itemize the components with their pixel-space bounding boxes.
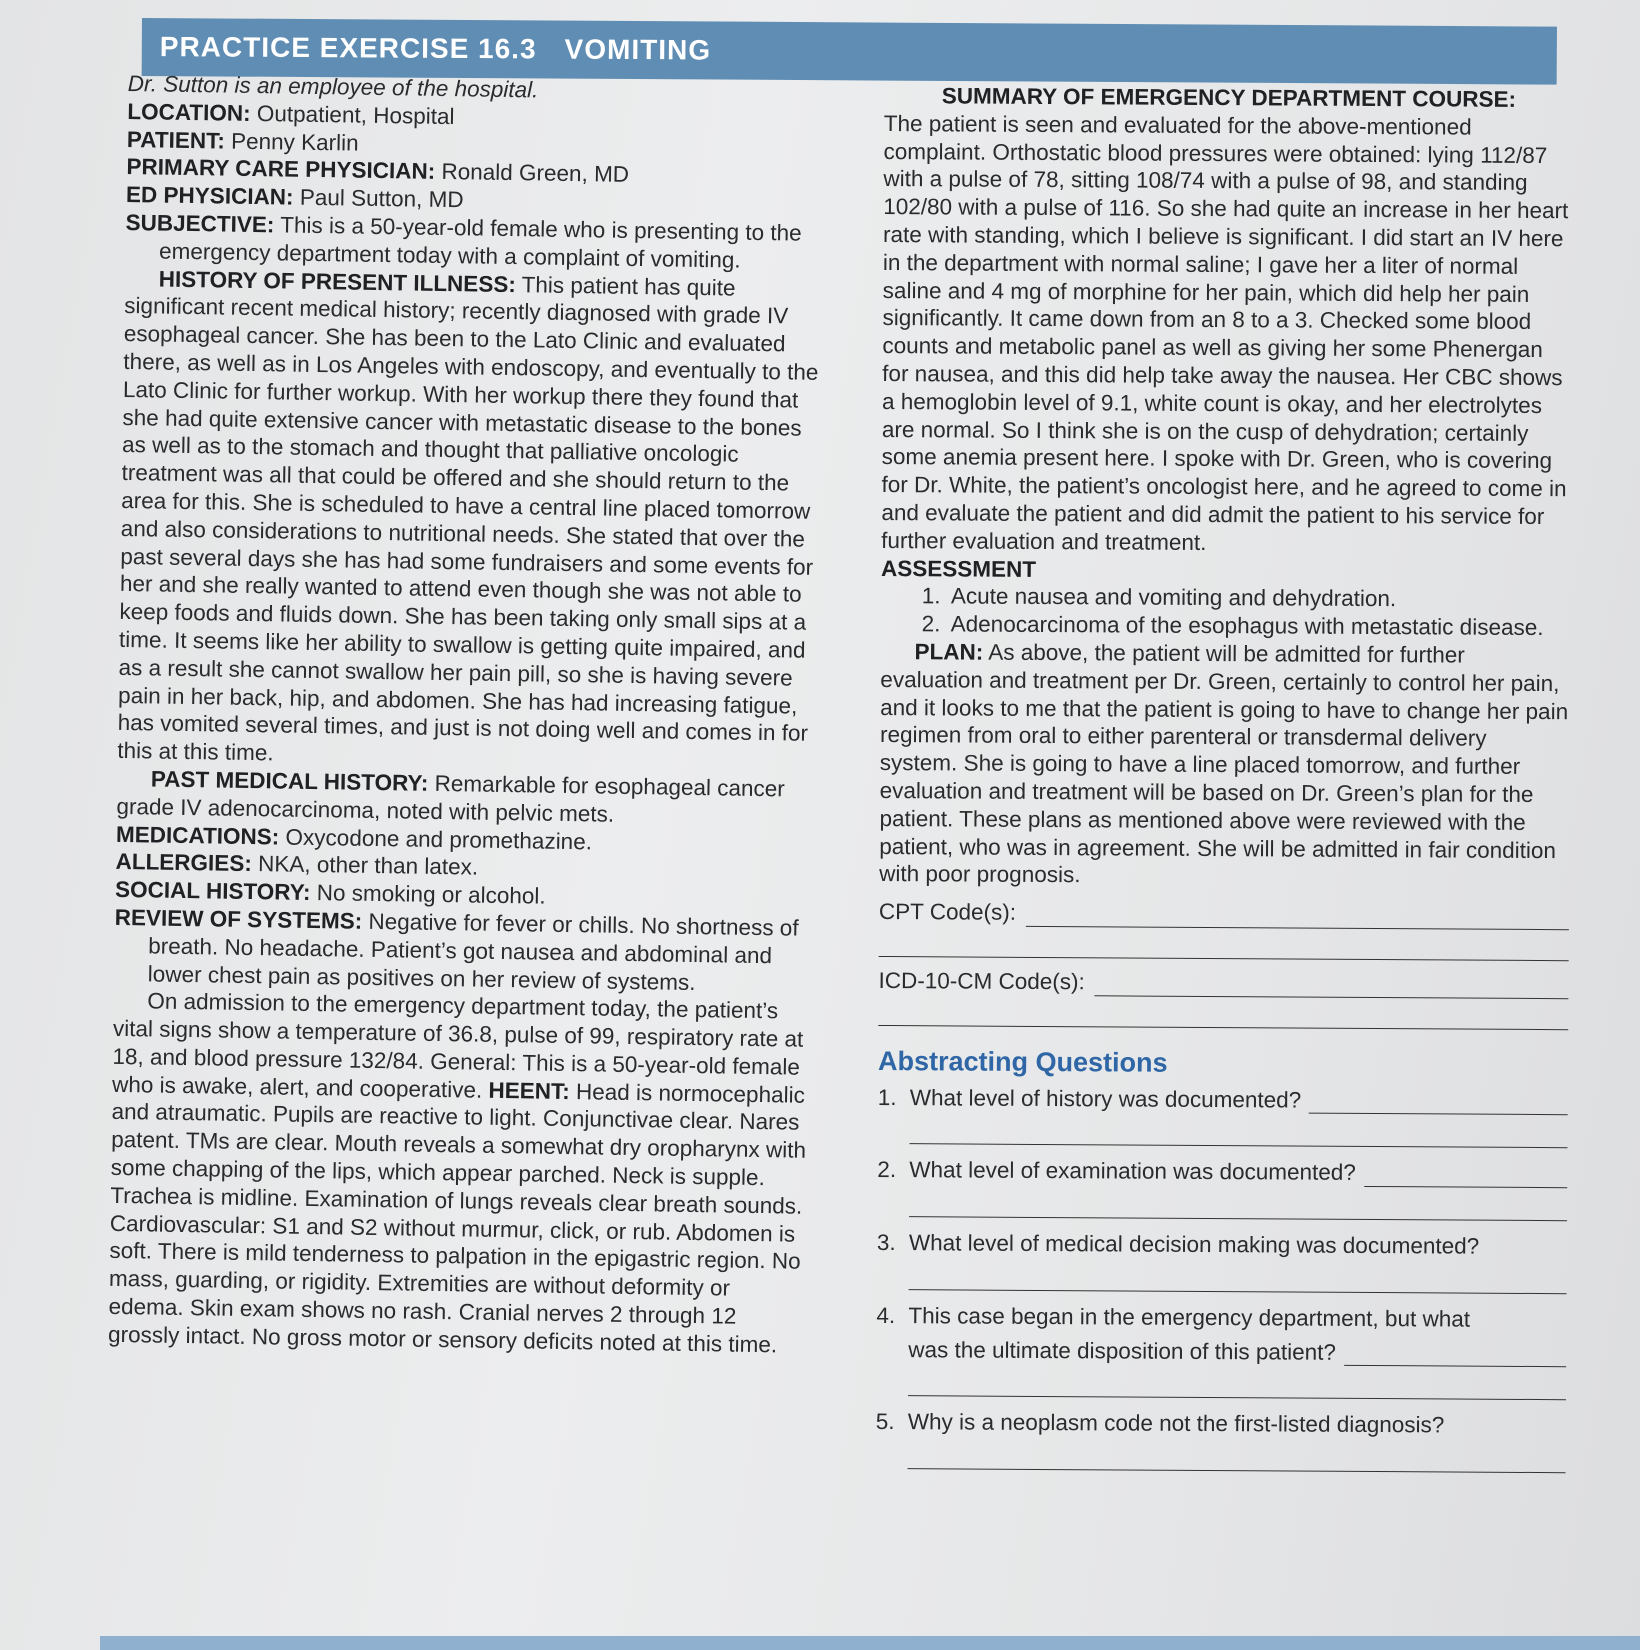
course-title: SUMMARY OF EMERGENCY DEPARTMENT COURSE: [941,83,1517,112]
answer-blank[interactable] [909,1184,1567,1221]
icd-code-label: ICD-10-CM Code(s): [878,967,1085,995]
assessment-item: 1. Acute nausea and vomiting and dehydration. [947,583,1571,615]
cpt-code-blank-2[interactable] [879,930,1569,961]
abstracting-questions-title: Abstracting Questions [877,1045,1168,1078]
cpt-code-field[interactable] [879,898,1569,930]
icd-code-blank[interactable] [1095,975,1569,999]
answer-blank[interactable] [908,1436,1566,1473]
assessment-title: ASSESSMENT [880,555,1037,582]
social-history-line: SOCIAL HISTORY: No smoking or alcohol. [114,877,546,909]
course-paragraph: The patient is seen and evaluated for the above-mentioned complaint. Orthostatic blood pressures were obtained: lying 112/87 with a pulse of 78, sitting 108/74 with a pulse of 98, and standing 102/80 with a pulse of 116. So she had quite an increase in her heart rate with standing, which I believe is significant. I did start an IV here in the department with normal saline; I gave her a liter of normal saline and 4 mg of morphine for her pain, which did help her pain significantly. It came down from an 8 to a 3. Checked some blood counts and metabolic panel as well as giving her some Phenergan for nausea, and this did help take away the nausea. Her CBC shows a hemoglobin level of 9.1, white count is okay, and her electrolytes are normal. So I think she is on the cusp of dehydration; certainly some anemia present here. I spoke with Dr. Green, who is covering for Dr. White, the patient’s oncologist here, and he agreed to come in and evaluate the patient and did admit the patient to his service for further evaluation and treatment. [881,110,1569,555]
question-4: 4. This case began in the emergency department, but what [876,1302,1471,1332]
icd-code-field[interactable] [878,967,1568,999]
question-1: 1. What level of history was documented? [878,1083,1568,1115]
location-line: LOCATION: Outpatient, Hospital [127,98,455,129]
cpt-code-label: CPT Code(s): [878,899,1017,925]
question-5: 5. Why is a neoplasm code not the first-listed diagnosis? [875,1409,1445,1438]
hpi-paragraph: HISTORY OF PRESENT ILLNESS: This patient has quite significant recent medical history; recently diagnosed with grade IV esophageal cancer. She has been to the Lato Clinic and evaluated there, as well as in Los Angeles with endoscopy, and eventually to the Lato Clinic for further workup. With her workup there they found that she had quite extensive cancer with metastatic disease to the bones as well as to the stomach and thought that palliative oncologic treatment was all that could be offered and she should return to the area for this. She is scheduled to have a central line placed tomorrow and also considerations to nutritional needs. She stated that over the past several days she has had some fundraisers and some events for her and she really wanted to attend even though she was not able to keep foods and fluids down. She has been taking only small sips at a time. It seems like her ability to swallow is getting quite impaired, and as a result she cannot swallow her pain pill, so she is having severe pain in her back, hip, and abdomen. She has had increasing fatigue, has vomited several times, and just is not doing well and comes in for this at this time. [117,266,819,766]
intro-line: Dr. Sutton is an employee of the hospital. [127,70,539,103]
ros-paragraph: REVIEW OF SYSTEMS: Negative for fever or chills. No shortness of breath. No headache. Patient’s got nausea and abdominal and lower chest pain as positives on her review of systems. [114,904,799,995]
answer-blank[interactable] [1344,1345,1566,1367]
exercise-title: PRACTICE EXERCISE 16.3 VOMITING [159,31,712,66]
bottom-color-band [100,1636,1640,1650]
exam-paragraph: On admission to the emergency department today, the patient’s vital signs show a temperature of 36.8, pulse of 99, respiratory rate at 18, and blood pressure 132/84. General: This is a 50-year-old female who is awake, alert, and cooperative. HEENT: Head is normocephalic and atraumatic. Pupils are reactive to light. Conjunctivae clear. Nares patent. TMs are clear. Mouth reveals a somewhat dry oropharynx with some chapping of the lips, which appear parched. Neck is supple. Trachea is midline. Examination of lungs reveals clear breath sounds. Cardiovascular: S1 and S2 without murmur, click, or rub. Abdomen is soft. There is mild tenderness to palpation in the epigastric region. No mass, guarding, or rigidity. Extremities are without deformity or edema. Skin exam shows no rash. Cranial nerves 2 through 12 grossly intact. No gross motor or sensory deficits noted at this time. [107,988,807,1358]
answer-blank[interactable] [1309,1093,1568,1116]
icd-code-blank-2[interactable] [878,999,1568,1030]
left-column [108,70,828,1359]
question-2: 2. What level of examination was documented? [877,1156,1567,1188]
pcp-line: PRIMARY CARE PHYSICIAN: Ronald Green, MD [126,154,630,188]
answer-blank[interactable] [908,1364,1566,1401]
pmh-paragraph: PAST MEDICAL HISTORY: Remarkable for esophageal cancer grade IV adenocarcinoma, noted with pelvic mets. [116,766,785,827]
subjective-paragraph: SUBJECTIVE: This is a 50-year-old female who is presenting to the emergency department today with a complaint of vomiting. [125,209,802,273]
ed-physician-line: ED PHYSICIAN: Paul Sutton, MD [125,182,464,213]
right-column [875,82,1574,1485]
plan-paragraph: PLAN: As above, the patient will be admitted for further evaluation and treatment per Dr. Green, certainly to control her pain, and it looks to me that the patient is going to have to change her pain regimen from oral to either parenteral or transdermal delivery system. She is going to have a line placed tomorrow, and further evaluation and treatment will be based on Dr. Green’s plan for the patient. These plans as mentioned above were reviewed with the patient, who was in agreement. She will be admitted in fair condition with poor prognosis. [879,639,1569,888]
answer-blank[interactable] [1364,1166,1568,1188]
question-4-continued: was the ultimate disposition of this patient? [876,1336,1566,1368]
allergies-line: ALLERGIES: NKA, other than latex. [115,849,479,880]
answer-blank[interactable] [910,1111,1568,1148]
medications-line: MEDICATIONS: Oxycodone and promethazine. [115,821,593,854]
answer-blank[interactable] [909,1257,1567,1294]
assessment-list [881,582,1571,642]
patient-line: PATIENT: Penny Karlin [126,126,359,156]
cpt-code-blank[interactable] [1026,906,1569,930]
assessment-item: 2. Adenocarcinoma of the esophagus with metastatic disease. [947,611,1571,643]
question-3: 3. What level of medical decision making was documented? [876,1230,1480,1259]
